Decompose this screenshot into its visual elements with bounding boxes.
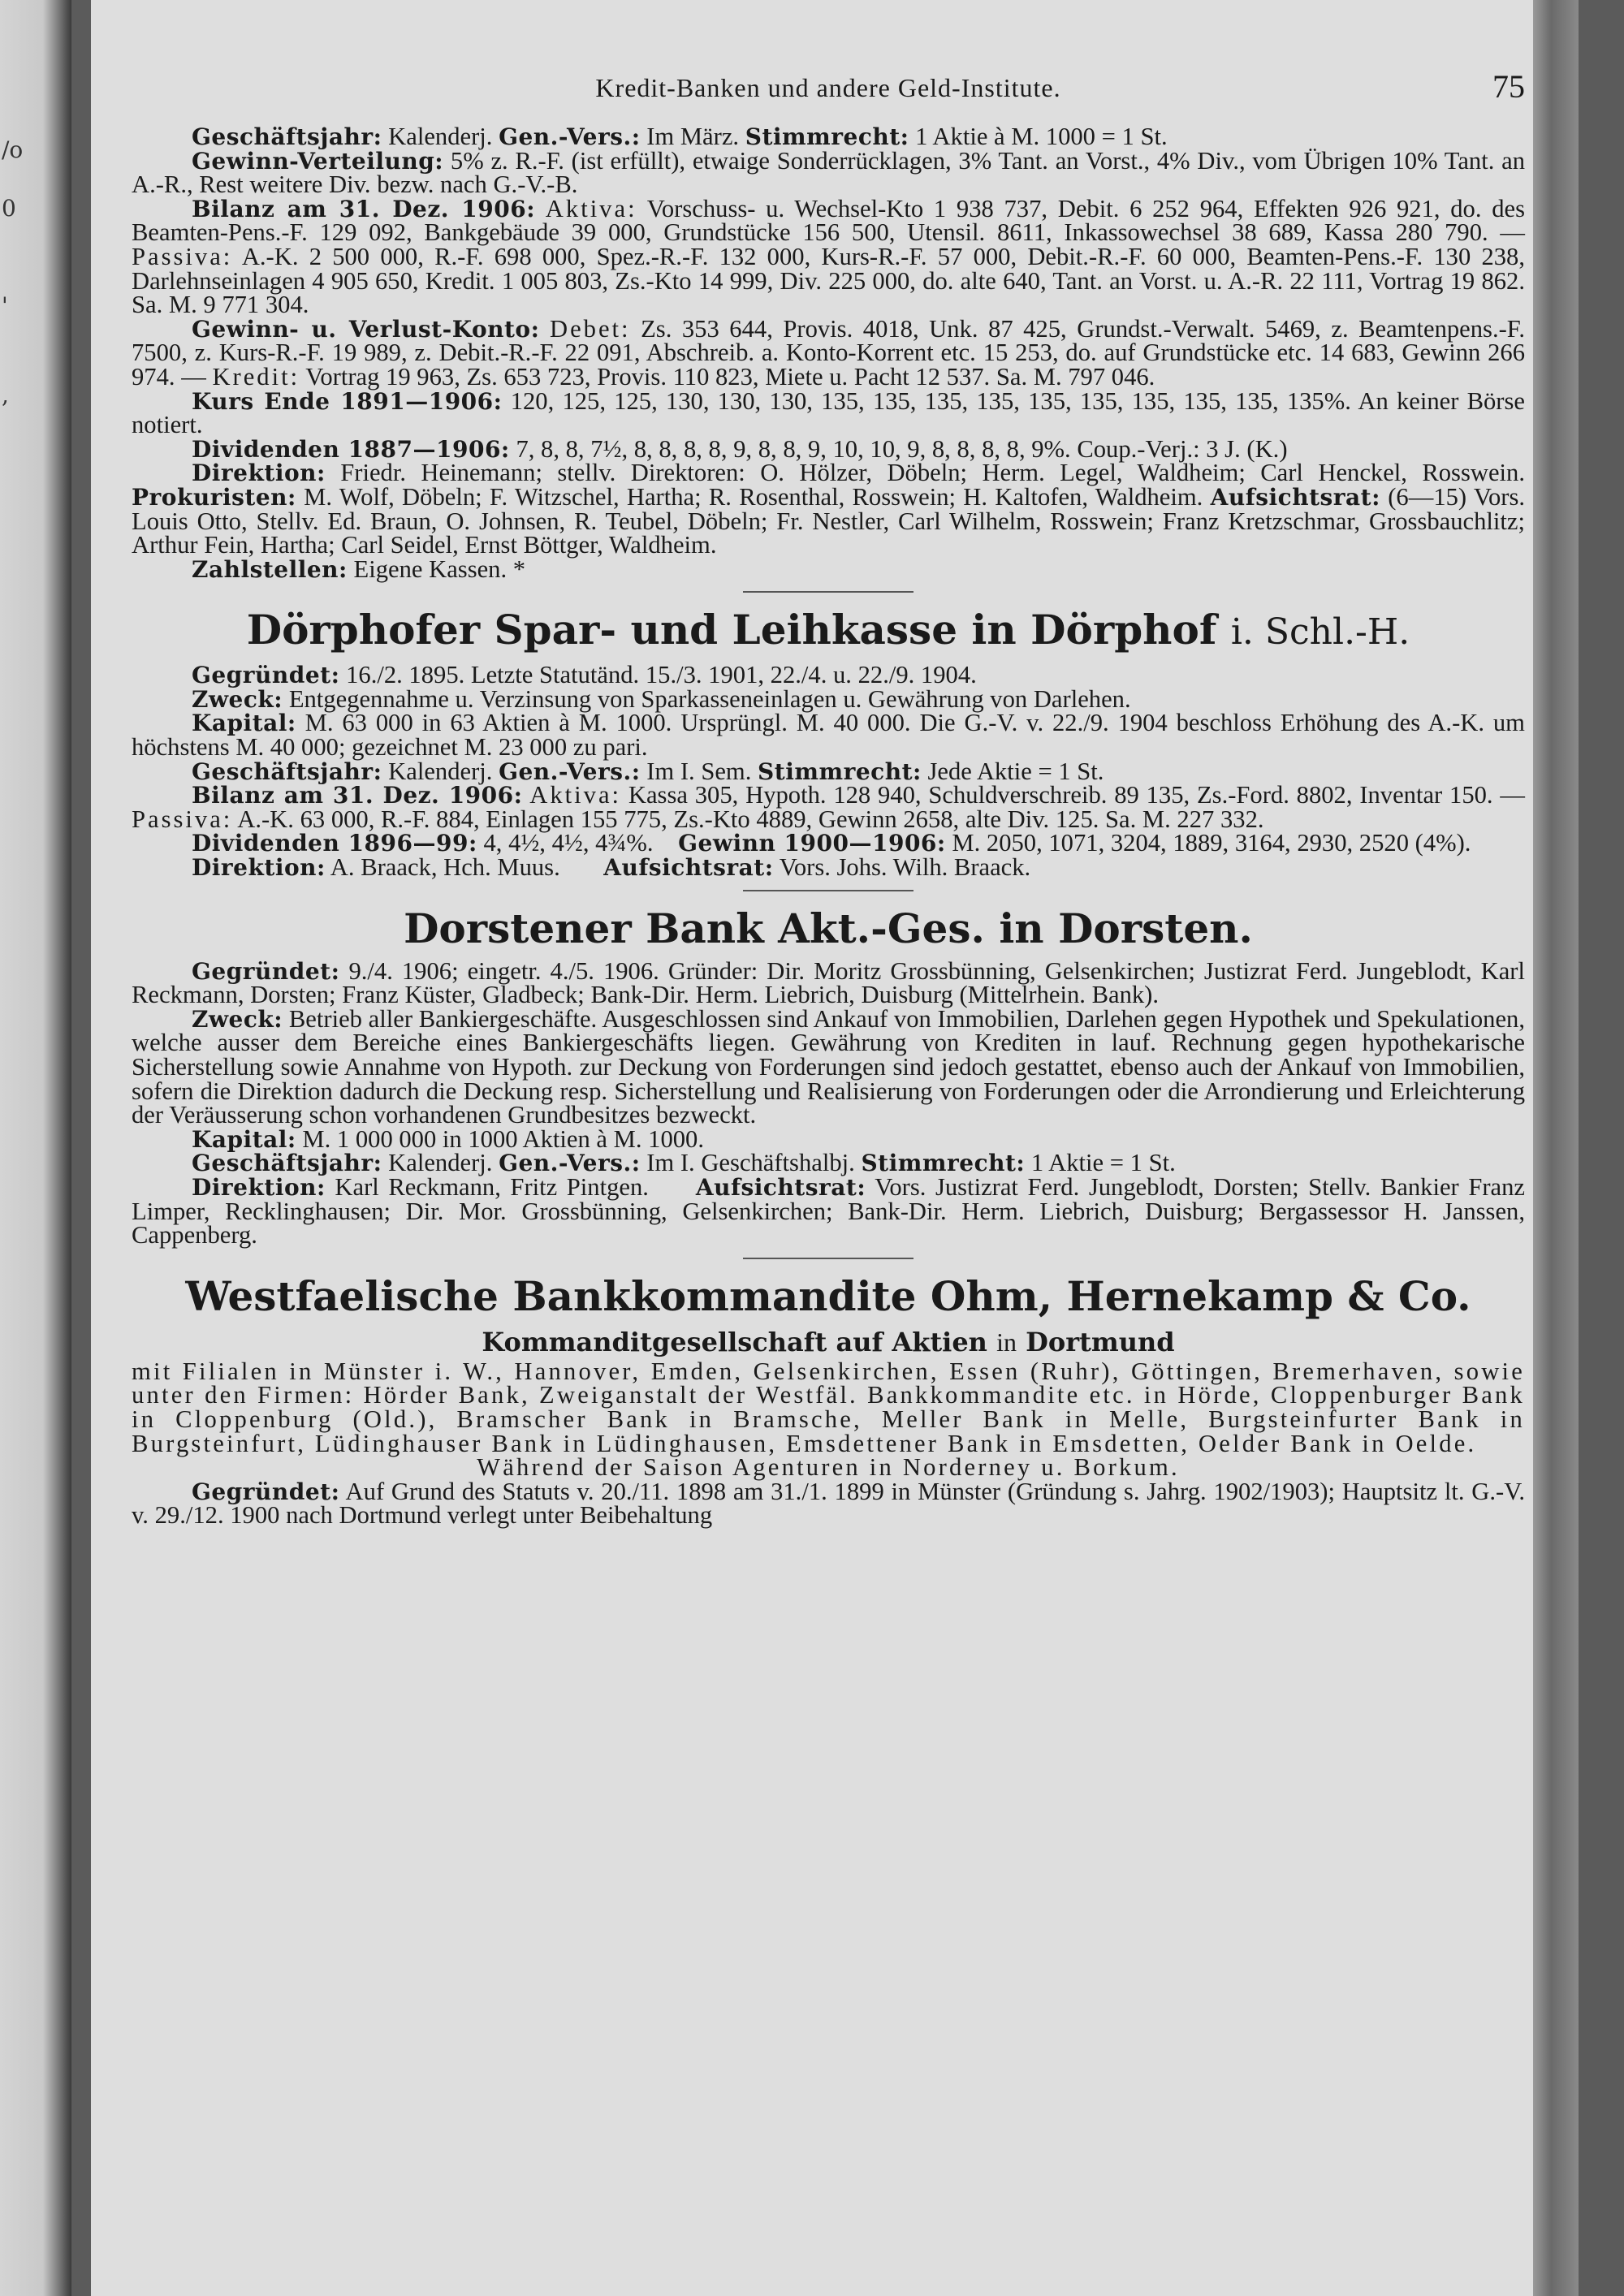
section-divider [743,591,914,593]
entry-doerphofer [132,604,1525,882]
facing-page-edge [0,0,71,2296]
geschaeftsjahr-line: Geschäftsjahr: Kalenderj. Gen.-Vers.: Im I. Sem. Stimmrecht: Jede Aktie = 1 St. [192,757,1104,785]
company-title: Westfaelische Bankkommandite Ohm, Hernekamp & Co. [185,1271,1471,1320]
kapital-line: Kapital: M. 1 000 000 in 1000 Aktien à M. 1000. [192,1124,704,1153]
gegruendet-line: Gegründet: 16./2. 1895. Letzte Statutänd. 15./3. 1901, 22./4. u. 22./9. 1904. [192,661,977,689]
company-title: Dorstener Bank Akt.-Ges. in Dorsten. [404,904,1253,952]
zahlstellen-line: Zahlstellen: Eigene Kassen. * [192,555,526,583]
kurs-paragraph: Kurs Ende 1891—1906: 120, 125, 125, 130, 130, 130, 135, 135, 135, 135, 135, 135, 135, 135, 135, 135%. An keiner Börse notiert. [132,386,1525,439]
geschaeftsjahr-line: Geschäftsjahr: Kalenderj. Gen.-Vers.: Im März. Stimmrecht: 1 Aktie à M. 1000 = 1 St. [192,123,1168,150]
document-page [91,0,1579,2296]
section-divider [743,890,914,891]
bilanz-paragraph: Bilanz am 31. Dez. 1906: Aktiva: Kassa 305, Hypoth. 128 940, Schuldverschreib. 89 135, Zs.-Ford. 8802, Inventar 150. — Passiva: A.-K. 63 000, R.-F. 884, Einlagen 155 775, Zs.-Kto 4889, Gewinn 2658, alte Div. 125. Sa. M. 227 332. [132,781,1525,833]
page-content [132,70,1525,1528]
gegruendet-paragraph: Gegründet: 9./4. 1906; eingetr. 4./5. 1906. Gründer: Dir. Moritz Grossbünning, Gelsenkirchen; Justizrat Ferd. Jungeblodt, Karl Reckmann, Dorsten; Franz Küster, Gladbeck; Bank-Dir. Herm. Liebrich, Duisburg (Mittelrhein. Bank). [132,956,1525,1009]
bilanz-paragraph: Bilanz am 31. Dez. 1906: Aktiva: Vorschuss- u. Wechsel-Kto 1 938 737, Debit. 6 252 964, Effekten 926 921, do. des Beamten-Pens.-F. 129 092, Bankgebäude 39 000, Grundstücke 156 500, Utensil. 8611, Inkassowechsel 38 689, Kassa 280 790. — Passiva: A.-K. 2 500 000, R.-F. 698 000, Spez.-R.-F. 132 000, Kurs-R.-F. 57 000, Debit.-R.-F. 60 000, Beamten-Pens.-F. 130 238, Darlehnseinlagen 4 905 650, Kredit. 1 005 803, Zs.-Kto 14 999, Div. 225 000, do. alte 640, Tant. an Vorst. u. A.-R. 22 111, Vortrag 19 862. Sa. M. 9 771 304. [132,194,1525,319]
kapital-paragraph: Kapital: M. 63 000 in 63 Aktien à M. 1000. Ursprüngl. M. 40 000. Die G.-V. v. 22./9. 1904 beschloss Erhöhung des A.-K. um höchstens M. 40 000; gezeichnet M. 23 000 zu pari. [132,709,1525,762]
direktion-paragraph: Direktion: Friedr. Heinemann; stellv. Direktoren: O. Hölzer, Döbeln; Herm. Legel, Waldheim; Carl Henckel, Rosswein. Prokuristen: M. Wolf, Döbeln; F. Witzschel, Hartha; R. Rosenthal, Rosswein; H. Kaltofen, Waldheim. Aufsichtsrat: (6—15) Vors. Louis Otto, Stellv. Ed. Braun, O. Johnsen, R. Teubel, Döbeln; Fr. Nestler, Carl Wilhelm, Rosswein; Franz Kretzschmar, Grossbauchlitz; Arthur Fein, Hartha; Carl Seidel, Ernst Böttger, Waldheim. [132,459,1526,559]
gewinnverteilung-paragraph: Gewinn-Verteilung: 5% z. R.-F. (ist erfüllt), etwaige Sonderrücklagen, 3% Tant. an Vorst., 4% Div., vom Übrigen 10% Tant. an A.-R., Rest weitere Div. bezw. nach G.-V.-B. [132,146,1526,199]
section-divider [743,1258,914,1259]
filialen-paragraph: mit Filialen in Münster i. W., Hannover, Emden, Gelsenkirchen, Essen (Ruhr), Göttingen, Bremerhaven, sowie unter den Firmen: Hörder Bank, Zweiganstalt der Westfäl. Bankkommandite etc. in Hörde, Cloppenburger Bank in Cloppenburg (Old.), Bramscher Bank in Bramsche, Meller Bank in Melle, Burgsteinfurter Bank in Burgsteinfurt, Lüdinghauser Bank in Lüdinghausen, Emsdettener Bank in Emsdetten, Oelder Bank in Oelde. [132,1357,1525,1457]
entry-westfaelische [132,1271,1525,1528]
margin-mark: /o [2,136,24,163]
company-subtitle: Kommanditgesellschaft auf Aktien in Dortmund [482,1326,1175,1357]
running-head-title: Kredit-Banken und andere Geld-Institute. [595,73,1061,102]
running-head [132,70,1525,122]
margin-mark: 0 [2,195,16,222]
margin-mark: , [2,382,9,408]
page-number: 75 [1492,68,1525,105]
zweck-paragraph: Zweck: Betrieb aller Bankiergeschäfte. Ausgeschlossen sind Ankauf von Immobilien, Darlehen gegen Hypothek und Spekulationen, welche ausser dem Bereiche eines Bankiergeschäfts liegen. Gewährung von Krediten in lauf. Rechnung gegen hypothekarische Sicherstellung sowie Annahme von Hypoth. zur Deckung von Forderungen sind jedoch gestattet, ebenso auch der Ankauf von Immobilien, sofern die Direktion dadurch die Deckung resp. Sicherstellung und Realisierung von Forderungen oder die Arrondierung und Erleichterung der Veräusserung schon vorhandenen Grundbesitzes bezweckt. [132,1004,1525,1129]
direktion-line: Direktion: A. Braack, Hch. Muus. Aufsichtsrat: Vors. Johs. Wilh. Braack. [192,853,1031,882]
margin-mark: ' [2,292,8,319]
direktion-paragraph: Direktion: Karl Reckmann, Fritz Pintgen. Aufsichtsrat: Vors. Justizrat Ferd. Jungeblodt, Dorsten; Stellv. Bankier Franz Limper, Recklinghausen; Dir. Mor. Grossbünning, Gelsenkirchen; Bank-Dir. Herm. Liebrich, Duisburg; Bergassessor H. Janssen, Cappenberg. [132,1172,1525,1249]
gewinn-verlust-paragraph: Gewinn- u. Verlust-Konto: Debet: Zs. 353 644, Provis. 4018, Unk. 87 425, Grundst.-Verwalt. 5469, z. Beamtenpens.-F. 7500, z. Kurs-R.-F. 19 989, z. Debit.-R.-F. 22 091, Abschreib. a. Konto-Korrent etc. 15 253, do. auf Grundstücke etc. 14 683, Gewinn 266 974. — Kredit: Vortrag 19 963, Zs. 653 723, Provis. 110 823, Miete u. Pacht 12 537. Sa. M. 797 046. [132,314,1526,391]
book-gutter [1533,0,1579,2296]
geschaeftsjahr-line: Geschäftsjahr: Kalenderj. Gen.-Vers.: Im I. Geschäftshalbj. Stimmrecht: 1 Aktie = 1 St. [192,1149,1176,1177]
dividenden-paragraph: Dividenden 1887—1906: 7, 8, 8, 7½, 8, 8, 8, 8, 9, 8, 8, 9, 10, 10, 9, 8, 8, 8, 8, 9%. Coup.-Verj.: 3 J. (K.) [192,434,1288,463]
zweck-line: Zweck: Entgegennahme u. Verzinsung von Sparkasseneinlagen u. Gewährung von Darlehen. [192,684,1131,713]
saison-line: Während der Saison Agenturen in Norderney u. Borkum. [477,1453,1180,1482]
company-title: Dörphofer Spar- und Leihkasse in Dörphof i. Schl.-H. [246,606,1410,654]
dividenden-gewinn-paragraph: Dividenden 1896—99: 4, 4½, 4½, 4¾%. Gewinn 1900—1906: M. 2050, 1071, 3204, 1889, 3164, 2930, 2520 (4%). [192,829,1471,857]
entry-dorstener [132,903,1525,1248]
entry-continuation [132,125,1525,581]
gegruendet-paragraph: Gegründet: Auf Grund des Statuts v. 20./11. 1898 am 31./1. 1899 in Münster (Gründung s. Jahrg. 1902/1903); Hauptsitz lt. G.-V. v. 29./12. 1900 nach Dortmund verlegt unter Beibehaltung [132,1477,1525,1530]
